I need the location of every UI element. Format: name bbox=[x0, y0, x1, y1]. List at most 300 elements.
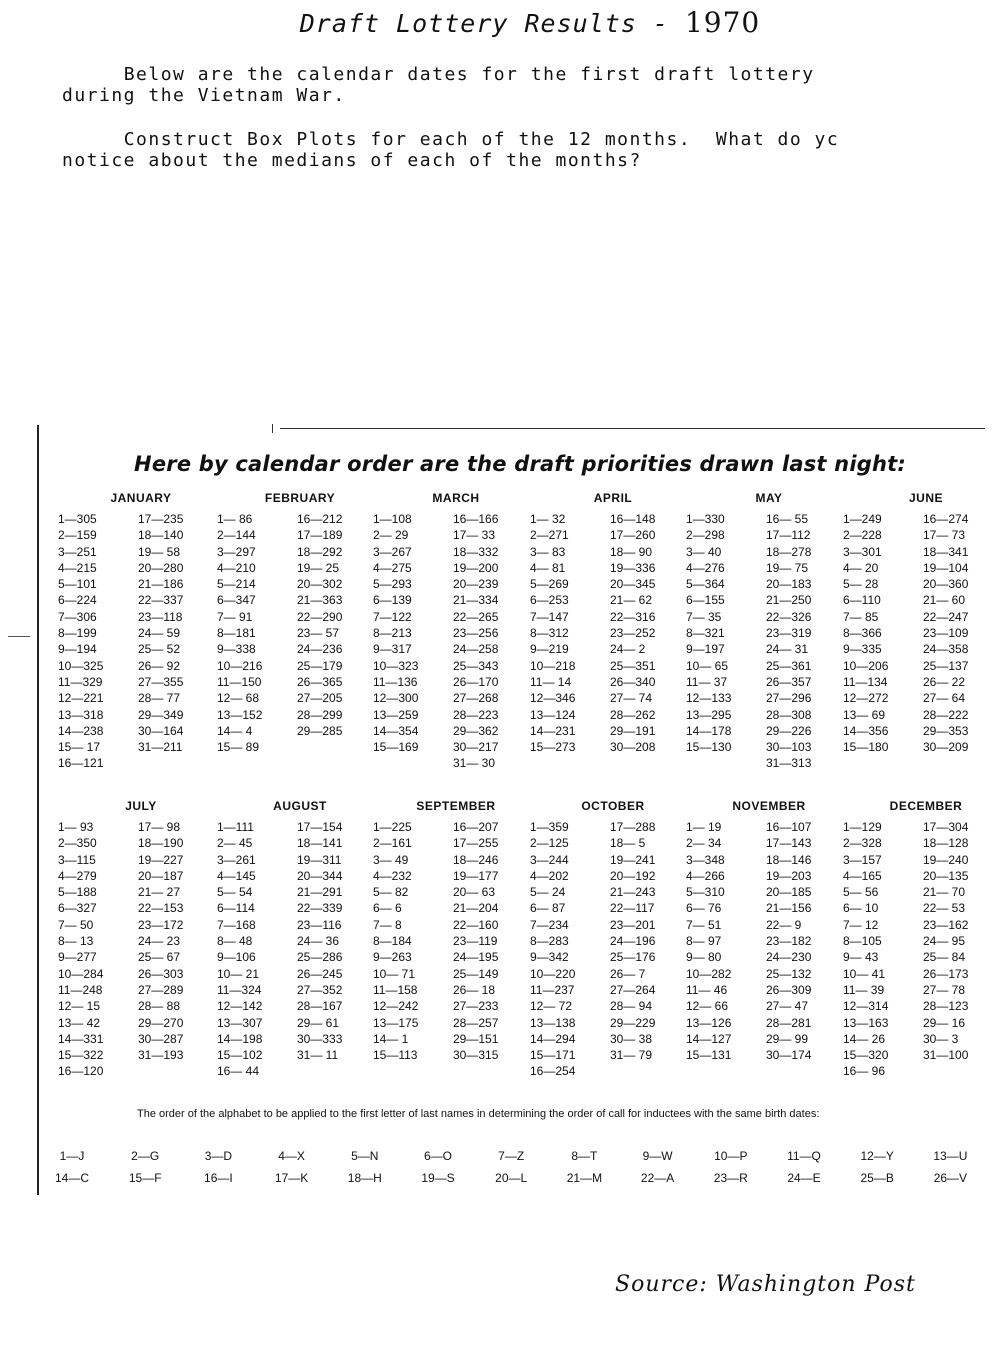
date-priority-entry: 23—182 bbox=[766, 934, 812, 949]
date-priority-entry: 19—240 bbox=[923, 852, 969, 867]
date-priority-entry: 29— 61 bbox=[297, 1015, 340, 1030]
date-priority-entry: 27— 78 bbox=[923, 982, 966, 997]
date-priority-entry: 7—168 bbox=[217, 917, 256, 932]
date-priority-entry: 27—289 bbox=[138, 982, 184, 997]
date-priority-entry: 25—176 bbox=[610, 950, 656, 965]
date-priority-entry: 6— 87 bbox=[530, 901, 566, 916]
date-priority-entry: 6—347 bbox=[217, 593, 256, 608]
date-priority-entry: 4—232 bbox=[373, 868, 412, 883]
date-priority-entry: 10—218 bbox=[530, 658, 576, 673]
date-priority-entry: 27—296 bbox=[766, 691, 812, 706]
alphabet-entry: 15—F bbox=[128, 1171, 162, 1185]
date-priority-entry: 26—303 bbox=[138, 966, 184, 981]
date-priority-entry: 13—259 bbox=[373, 707, 419, 722]
date-priority-entry: 18—341 bbox=[923, 544, 969, 559]
date-priority-entry: 25—343 bbox=[453, 658, 499, 673]
date-priority-entry: 28—308 bbox=[766, 707, 812, 722]
date-priority-entry: 21—334 bbox=[453, 593, 499, 608]
date-priority-entry: 25—132 bbox=[766, 966, 812, 981]
date-priority-entry: 10— 65 bbox=[686, 658, 729, 673]
date-priority-entry: 16—212 bbox=[297, 512, 343, 526]
date-priority-entry: 21— 70 bbox=[923, 885, 966, 900]
month-column-1 bbox=[530, 819, 606, 1080]
date-priority-entry: 15—320 bbox=[843, 1048, 889, 1063]
date-priority-entry: 7— 12 bbox=[843, 917, 879, 932]
date-priority-entry: 29—285 bbox=[297, 723, 343, 738]
date-priority-entry: 19—311 bbox=[297, 852, 342, 867]
month-column-1 bbox=[843, 511, 919, 755]
date-priority-entry: 28—222 bbox=[923, 707, 969, 722]
date-priority-entry: 17—154 bbox=[297, 820, 343, 834]
alphabet-entry: 17—K bbox=[274, 1171, 309, 1185]
date-priority-entry: 3—115 bbox=[58, 852, 96, 867]
date-priority-entry: 24—196 bbox=[610, 934, 656, 949]
date-priority-entry: 9—338 bbox=[217, 642, 256, 657]
date-priority-entry: 25—361 bbox=[766, 658, 812, 673]
date-priority-entry: 6—155 bbox=[686, 593, 725, 608]
date-priority-entry: 19—177 bbox=[453, 868, 499, 883]
date-priority-entry: 26—170 bbox=[453, 674, 499, 689]
date-priority-entry: 21—186 bbox=[138, 577, 184, 592]
date-priority-entry: 14—198 bbox=[217, 1031, 263, 1046]
date-priority-entry: 29—226 bbox=[766, 723, 812, 738]
date-priority-entry: 27— 47 bbox=[766, 999, 809, 1014]
date-priority-entry: 24— 59 bbox=[138, 626, 181, 641]
month-september bbox=[373, 798, 533, 1063]
date-priority-entry: 21—156 bbox=[766, 901, 812, 916]
date-priority-entry: 19— 58 bbox=[138, 544, 181, 559]
date-priority-entry: 9—106 bbox=[217, 950, 256, 965]
date-priority-entry: 9—342 bbox=[530, 950, 569, 965]
date-priority-entry: 9—219 bbox=[530, 642, 569, 657]
date-priority-entry: 13— 69 bbox=[843, 707, 886, 722]
date-priority-entry: 11— 39 bbox=[843, 982, 885, 997]
date-priority-entry: 8—184 bbox=[373, 934, 412, 949]
date-priority-entry: 11—136 bbox=[373, 674, 418, 689]
date-priority-entry: 16—274 bbox=[923, 512, 969, 526]
date-priority-entry: 4— 81 bbox=[530, 560, 566, 575]
date-priority-entry: 9— 80 bbox=[686, 950, 722, 965]
date-priority-entry: 30—217 bbox=[453, 740, 499, 755]
date-priority-entry: 30—287 bbox=[138, 1031, 184, 1046]
alphabet-entry: 23—R bbox=[713, 1171, 748, 1185]
month-name: SEPTEMBER bbox=[416, 799, 496, 813]
date-priority-entry: 15—171 bbox=[530, 1048, 576, 1063]
date-priority-entry: 14—354 bbox=[373, 723, 419, 738]
date-priority-entry: 3—157 bbox=[843, 852, 882, 867]
date-priority-entry: 20—183 bbox=[766, 577, 812, 592]
date-priority-entry: 10—216 bbox=[217, 658, 263, 673]
date-priority-entry: 7— 35 bbox=[686, 609, 722, 624]
date-priority-entry: 15—102 bbox=[217, 1048, 263, 1063]
date-priority-entry: 2— 34 bbox=[686, 836, 722, 851]
date-priority-entry: 11—134 bbox=[843, 674, 888, 689]
date-priority-entry: 13—152 bbox=[217, 707, 263, 722]
date-priority-entry: 11—248 bbox=[58, 982, 103, 997]
date-priority-entry: 14—356 bbox=[843, 723, 889, 738]
date-priority-entry: 4—276 bbox=[686, 560, 725, 575]
date-priority-entry: 2—271 bbox=[530, 528, 569, 543]
date-priority-entry: 21—243 bbox=[610, 885, 656, 900]
alphabet-entry: 20—L bbox=[495, 1171, 528, 1185]
date-priority-entry: 22—290 bbox=[297, 609, 343, 624]
date-priority-entry: 15—131 bbox=[686, 1048, 732, 1063]
date-priority-entry: 26—245 bbox=[297, 966, 343, 981]
date-priority-entry: 9—335 bbox=[843, 642, 882, 657]
month-column-2 bbox=[134, 819, 214, 1080]
date-priority-entry: 12— 68 bbox=[217, 691, 260, 706]
date-priority-entry: 18—190 bbox=[138, 836, 184, 851]
date-priority-entry: 10—325 bbox=[58, 658, 104, 673]
date-priority-entry: 13—175 bbox=[373, 1015, 419, 1030]
date-priority-entry: 7—306 bbox=[58, 609, 97, 624]
date-priority-entry: 24—230 bbox=[766, 950, 812, 965]
date-priority-entry: 21—291 bbox=[297, 885, 343, 900]
date-priority-entry: 11—324 bbox=[217, 982, 262, 997]
date-priority-entry: 3—348 bbox=[686, 852, 725, 867]
date-priority-entry: 15— 17 bbox=[58, 740, 101, 755]
date-priority-entry: 19—200 bbox=[453, 560, 499, 575]
date-priority-entry: 8— 48 bbox=[217, 934, 253, 949]
date-priority-entry: 3—297 bbox=[217, 544, 256, 559]
date-priority-entry: 21— 27 bbox=[138, 885, 181, 900]
date-priority-entry: 5— 24 bbox=[530, 885, 566, 900]
date-priority-entry: 1—108 bbox=[373, 512, 412, 526]
month-october bbox=[530, 798, 690, 1080]
month-column-2 bbox=[762, 511, 842, 772]
date-priority-entry: 29— 16 bbox=[923, 1015, 966, 1030]
date-priority-entry: 20—280 bbox=[138, 560, 184, 575]
date-priority-entry: 8— 97 bbox=[686, 934, 722, 949]
date-priority-entry: 13—295 bbox=[686, 707, 732, 722]
date-priority-entry: 1—111 bbox=[217, 820, 254, 834]
date-priority-entry: 26— 18 bbox=[453, 982, 496, 997]
date-priority-entry: 1—225 bbox=[373, 820, 412, 834]
source-note: Source: Washington Post bbox=[615, 1272, 916, 1297]
date-priority-entry: 4—266 bbox=[686, 868, 725, 883]
date-priority-entry: 14—231 bbox=[530, 723, 576, 738]
date-priority-entry: 14—294 bbox=[530, 1031, 576, 1046]
date-priority-entry: 20—344 bbox=[297, 868, 343, 883]
date-priority-entry: 10— 71 bbox=[373, 966, 416, 981]
alphabet-entry: 24—E bbox=[787, 1171, 821, 1185]
date-priority-entry: 10— 41 bbox=[843, 966, 886, 981]
date-priority-entry: 1— 32 bbox=[530, 512, 566, 526]
alphabet-entry: 5—N bbox=[351, 1149, 379, 1163]
date-priority-entry: 7— 8 bbox=[373, 917, 402, 932]
clipping-top-tick bbox=[272, 424, 273, 433]
date-priority-entry: 29—229 bbox=[610, 1015, 656, 1030]
month-may bbox=[686, 490, 846, 772]
date-priority-entry: 4—279 bbox=[58, 868, 97, 883]
date-priority-entry: 25—137 bbox=[923, 658, 969, 673]
date-priority-entry: 13—307 bbox=[217, 1015, 263, 1030]
date-priority-entry: 26—173 bbox=[923, 966, 969, 981]
date-priority-entry: 16—107 bbox=[766, 820, 812, 834]
date-priority-entry: 27— 74 bbox=[610, 691, 653, 706]
month-june bbox=[843, 490, 1000, 755]
alphabet-row-1 bbox=[42, 1148, 997, 1164]
date-priority-entry: 12—142 bbox=[217, 999, 263, 1014]
date-priority-entry: 16—120 bbox=[58, 1064, 104, 1079]
date-priority-entry: 22—339 bbox=[297, 901, 343, 916]
date-priority-entry: 20— 63 bbox=[453, 885, 496, 900]
date-priority-entry: 22—247 bbox=[923, 609, 969, 624]
date-priority-entry: 30— 38 bbox=[610, 1031, 653, 1046]
date-priority-entry: 22—326 bbox=[766, 609, 812, 624]
date-priority-entry: 1— 93 bbox=[58, 820, 94, 834]
alphabet-entry: 21—M bbox=[566, 1171, 603, 1185]
date-priority-entry: 18—332 bbox=[453, 544, 499, 559]
date-priority-entry: 31— 11 bbox=[297, 1048, 339, 1063]
date-priority-entry: 4—202 bbox=[530, 868, 569, 883]
date-priority-entry: 28—123 bbox=[923, 999, 969, 1014]
date-priority-entry: 28—262 bbox=[610, 707, 656, 722]
date-priority-entry: 30—164 bbox=[138, 723, 184, 738]
date-priority-entry: 19—241 bbox=[610, 852, 656, 867]
alphabet-entry: 25—B bbox=[860, 1171, 894, 1185]
month-column-2 bbox=[919, 819, 999, 1080]
month-february bbox=[217, 490, 377, 755]
alphabet-entry: 22—A bbox=[640, 1171, 675, 1185]
date-priority-entry: 20—239 bbox=[453, 577, 499, 592]
date-priority-entry: 20—302 bbox=[297, 577, 343, 592]
date-priority-entry: 3—267 bbox=[373, 544, 412, 559]
date-priority-entry: 18—278 bbox=[766, 544, 812, 559]
date-priority-entry: 29— 99 bbox=[766, 1031, 809, 1046]
date-priority-entry: 7—147 bbox=[530, 609, 569, 624]
date-priority-entry: 8—181 bbox=[217, 626, 256, 641]
date-priority-entry: 17—189 bbox=[297, 528, 343, 543]
date-priority-entry: 11— 37 bbox=[686, 674, 728, 689]
date-priority-entry: 13— 42 bbox=[58, 1015, 101, 1030]
date-priority-entry: 9—197 bbox=[686, 642, 725, 657]
date-priority-entry: 25—149 bbox=[453, 966, 499, 981]
date-priority-entry: 29—362 bbox=[453, 723, 499, 738]
date-priority-entry: 31— 79 bbox=[610, 1048, 653, 1063]
date-priority-entry: 23—119 bbox=[453, 934, 498, 949]
month-column-2 bbox=[762, 819, 842, 1063]
month-name: DECEMBER bbox=[889, 799, 963, 813]
date-priority-entry: 2—125 bbox=[530, 836, 569, 851]
date-priority-entry: 10—220 bbox=[530, 966, 576, 981]
month-july bbox=[58, 798, 218, 1080]
alphabet-entry: 19—S bbox=[421, 1171, 455, 1185]
month-august bbox=[217, 798, 377, 1080]
alphabet-entry: 16—I bbox=[204, 1171, 233, 1185]
date-priority-entry: 26—340 bbox=[610, 674, 656, 689]
date-priority-entry: 22— 53 bbox=[923, 901, 966, 916]
alphabet-entry: 2—G bbox=[131, 1149, 160, 1163]
date-priority-entry: 5— 56 bbox=[843, 885, 879, 900]
date-priority-entry: 12—221 bbox=[58, 691, 104, 706]
date-priority-entry: 11— 46 bbox=[686, 982, 728, 997]
date-priority-entry: 28— 88 bbox=[138, 999, 181, 1014]
date-priority-entry: 16— 55 bbox=[766, 512, 809, 526]
date-priority-entry: 27—352 bbox=[297, 982, 343, 997]
title-year: 1970 bbox=[684, 6, 761, 39]
date-priority-entry: 15—180 bbox=[843, 740, 889, 755]
date-priority-entry: 19—203 bbox=[766, 868, 812, 883]
month-column-2 bbox=[449, 819, 529, 1063]
date-priority-entry: 8—283 bbox=[530, 934, 569, 949]
month-name: AUGUST bbox=[273, 799, 327, 813]
month-name: NOVEMBER bbox=[732, 799, 806, 813]
date-priority-entry: 12—300 bbox=[373, 691, 419, 706]
date-priority-entry: 31—313 bbox=[766, 756, 812, 771]
date-priority-entry: 5—214 bbox=[217, 577, 256, 592]
date-priority-entry: 26—357 bbox=[766, 674, 812, 689]
date-priority-entry: 6—224 bbox=[58, 593, 97, 608]
date-priority-entry: 19—336 bbox=[610, 560, 656, 575]
date-priority-entry: 4—210 bbox=[217, 560, 256, 575]
date-priority-entry: 28—167 bbox=[297, 999, 343, 1014]
date-priority-entry: 18—246 bbox=[453, 852, 499, 867]
date-priority-entry: 21—204 bbox=[453, 901, 499, 916]
date-priority-entry: 29—349 bbox=[138, 707, 184, 722]
date-priority-entry: 30—103 bbox=[766, 740, 812, 755]
date-priority-entry: 1— 86 bbox=[217, 512, 253, 526]
date-priority-entry: 20—187 bbox=[138, 868, 184, 883]
date-priority-entry: 5—269 bbox=[530, 577, 569, 592]
date-priority-entry: 7— 51 bbox=[686, 917, 722, 932]
date-priority-entry: 12—272 bbox=[843, 691, 889, 706]
month-column-2 bbox=[606, 819, 686, 1080]
date-priority-entry: 6—253 bbox=[530, 593, 569, 608]
date-priority-entry: 24—236 bbox=[297, 642, 343, 657]
month-column-1 bbox=[686, 511, 762, 772]
date-priority-entry: 14—178 bbox=[686, 723, 732, 738]
date-priority-entry: 2—228 bbox=[843, 528, 882, 543]
date-priority-entry: 11—158 bbox=[373, 982, 418, 997]
month-name: MAY bbox=[755, 491, 783, 505]
date-priority-entry: 3— 49 bbox=[373, 852, 409, 867]
date-priority-entry: 2—350 bbox=[58, 836, 97, 851]
alphabet-entry: 4—X bbox=[278, 1149, 305, 1163]
date-priority-entry: 14— 26 bbox=[843, 1031, 886, 1046]
month-march bbox=[373, 490, 533, 772]
alphabet-entry: 12—Y bbox=[860, 1149, 894, 1163]
month-column-1 bbox=[58, 819, 134, 1080]
date-priority-entry: 9— 43 bbox=[843, 950, 879, 965]
date-priority-entry: 1—359 bbox=[530, 820, 569, 834]
date-priority-entry: 27—264 bbox=[610, 982, 656, 997]
date-priority-entry: 22—160 bbox=[453, 917, 499, 932]
alphabet-entry: 14—C bbox=[54, 1171, 89, 1185]
month-name: JUNE bbox=[908, 491, 943, 505]
date-priority-entry: 22— 9 bbox=[766, 917, 802, 932]
month-name: FEBRUARY bbox=[264, 491, 336, 505]
date-priority-entry: 28—299 bbox=[297, 707, 343, 722]
date-priority-entry: 8—312 bbox=[530, 626, 569, 641]
date-priority-entry: 5—310 bbox=[686, 885, 725, 900]
date-priority-entry: 2—298 bbox=[686, 528, 725, 543]
date-priority-entry: 14— 1 bbox=[373, 1031, 409, 1046]
alphabet-entry: 9—W bbox=[642, 1149, 673, 1163]
month-column-2 bbox=[606, 511, 686, 755]
date-priority-entry: 22—153 bbox=[138, 901, 184, 916]
month-january bbox=[58, 490, 218, 772]
date-priority-entry: 24— 2 bbox=[610, 642, 646, 657]
date-priority-entry: 17— 73 bbox=[923, 528, 966, 543]
alphabet-entry: 18—H bbox=[347, 1171, 382, 1185]
date-priority-entry: 23—116 bbox=[297, 917, 342, 932]
date-priority-entry: 18—140 bbox=[138, 528, 184, 543]
date-priority-entry: 5— 54 bbox=[217, 885, 253, 900]
date-priority-entry: 24— 23 bbox=[138, 934, 181, 949]
date-priority-entry: 24—258 bbox=[453, 642, 499, 657]
date-priority-entry: 26— 7 bbox=[610, 966, 646, 981]
date-priority-entry: 6—114 bbox=[217, 901, 255, 916]
date-priority-entry: 26—365 bbox=[297, 674, 343, 689]
date-priority-entry: 21—250 bbox=[766, 593, 812, 608]
date-priority-entry: 26— 22 bbox=[923, 674, 966, 689]
scan-mark bbox=[8, 636, 30, 637]
date-priority-entry: 18— 5 bbox=[610, 836, 646, 851]
date-priority-entry: 23—252 bbox=[610, 626, 656, 641]
date-priority-entry: 23—162 bbox=[923, 917, 969, 932]
date-priority-entry: 17—235 bbox=[138, 512, 184, 526]
date-priority-entry: 20—192 bbox=[610, 868, 656, 883]
date-priority-entry: 10— 21 bbox=[217, 966, 260, 981]
date-priority-entry: 21— 62 bbox=[610, 593, 653, 608]
date-priority-entry: 17—288 bbox=[610, 820, 656, 834]
date-priority-entry: 26— 92 bbox=[138, 658, 181, 673]
date-priority-entry: 3—251 bbox=[58, 544, 97, 559]
date-priority-entry: 11—329 bbox=[58, 674, 103, 689]
date-priority-entry: 4—165 bbox=[843, 868, 882, 883]
alphabet-entry: 8—T bbox=[571, 1149, 598, 1163]
date-priority-entry: 18— 90 bbox=[610, 544, 653, 559]
month-name: JULY bbox=[125, 799, 157, 813]
month-column-1 bbox=[217, 511, 293, 755]
date-priority-entry: 4—145 bbox=[217, 868, 256, 883]
page-title bbox=[0, 6, 1000, 39]
date-priority-entry: 1— 19 bbox=[686, 820, 722, 834]
date-priority-entry: 10—323 bbox=[373, 658, 419, 673]
date-priority-entry: 29—151 bbox=[453, 1031, 499, 1046]
intro-paragraph-1: Below are the calendar dates for the first draft lottery during the Vietnam War. bbox=[62, 64, 815, 106]
date-priority-entry: 6— 6 bbox=[373, 901, 402, 916]
date-priority-entry: 22—316 bbox=[610, 609, 656, 624]
date-priority-entry: 7— 85 bbox=[843, 609, 879, 624]
date-priority-entry: 5— 82 bbox=[373, 885, 409, 900]
date-priority-entry: 23—109 bbox=[923, 626, 969, 641]
date-priority-entry: 28—223 bbox=[453, 707, 499, 722]
date-priority-entry: 12—242 bbox=[373, 999, 419, 1014]
date-priority-entry: 3—244 bbox=[530, 852, 569, 867]
date-priority-entry: 9—317 bbox=[373, 642, 412, 657]
alphabet-entry: 7—Z bbox=[498, 1149, 525, 1163]
month-april bbox=[530, 490, 690, 755]
month-column-1 bbox=[58, 511, 134, 772]
title-text: Draft Lottery Results - bbox=[299, 9, 685, 38]
date-priority-entry: 31—100 bbox=[923, 1048, 969, 1063]
alphabet-entry: 3—D bbox=[204, 1149, 233, 1163]
date-priority-entry: 3—301 bbox=[843, 544, 882, 559]
date-priority-entry: 2— 29 bbox=[373, 528, 409, 543]
date-priority-entry: 13—138 bbox=[530, 1015, 576, 1030]
date-priority-entry: 8—321 bbox=[686, 626, 725, 641]
date-priority-entry: 13—126 bbox=[686, 1015, 732, 1030]
date-priority-entry: 5—188 bbox=[58, 885, 97, 900]
date-priority-entry: 1—129 bbox=[843, 820, 882, 834]
alphabet-footnote: The order of the alphabet to be applied to the first letter of last names in determining the order of call for inductees with the same birth dates: bbox=[137, 1108, 820, 1120]
date-priority-entry: 11—237 bbox=[530, 982, 575, 997]
month-column-1 bbox=[686, 819, 762, 1063]
date-priority-entry: 30— 3 bbox=[923, 1031, 959, 1046]
date-priority-entry: 2—328 bbox=[843, 836, 882, 851]
